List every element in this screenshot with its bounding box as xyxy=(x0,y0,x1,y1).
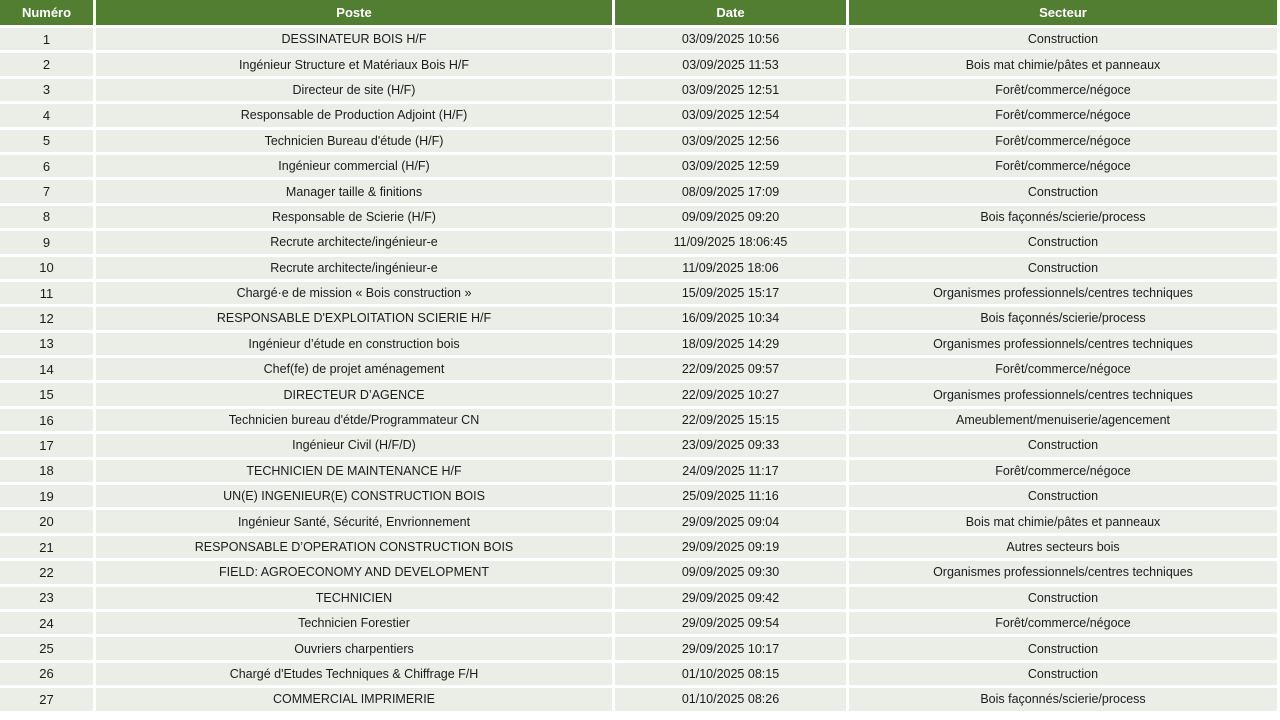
cell-poste[interactable]: UN(E) INGENIEUR(E) CONSTRUCTION BOIS xyxy=(96,485,612,507)
table-row xyxy=(0,282,1277,304)
table-row xyxy=(0,307,1277,329)
cell-secteur[interactable]: Organismes professionnels/centres techniques xyxy=(849,561,1277,583)
header-row xyxy=(0,0,1277,25)
cell-poste[interactable]: Ingénieur Structure et Matériaux Bois H/F xyxy=(96,53,612,75)
table-row xyxy=(0,130,1277,152)
cell-numero[interactable]: 6 xyxy=(0,155,93,177)
cell-date[interactable]: 22/09/2025 09:57 xyxy=(615,358,846,380)
cell-secteur[interactable]: Construction xyxy=(849,231,1277,253)
column-header-numero[interactable]: Numéro xyxy=(0,0,93,25)
cell-poste[interactable]: Ingénieur d’étude en construction bois xyxy=(96,333,612,355)
cell-secteur[interactable]: Forêt/commerce/négoce xyxy=(849,612,1277,634)
column-header-secteur[interactable]: Secteur xyxy=(849,0,1277,25)
table-body xyxy=(0,28,1277,711)
cell-numero[interactable]: 9 xyxy=(0,231,93,253)
cell-poste[interactable]: RESPONSABLE D’OPERATION CONSTRUCTION BOIS xyxy=(96,536,612,558)
cell-date[interactable]: 01/10/2025 08:15 xyxy=(615,663,846,685)
table-row xyxy=(0,206,1277,228)
cell-numero[interactable]: 15 xyxy=(0,383,93,405)
cell-numero[interactable]: 11 xyxy=(0,282,93,304)
table-row xyxy=(0,28,1277,50)
cell-secteur[interactable]: Forêt/commerce/négoce xyxy=(849,79,1277,101)
table-row xyxy=(0,460,1277,482)
cell-secteur[interactable]: Autres secteurs bois xyxy=(849,536,1277,558)
cell-numero[interactable]: 17 xyxy=(0,434,93,456)
cell-poste[interactable]: Ouvriers charpentiers xyxy=(96,637,612,659)
cell-poste[interactable]: FIELD: AGROECONOMY AND DEVELOPMENT xyxy=(96,561,612,583)
cell-secteur[interactable]: Forêt/commerce/négoce xyxy=(849,104,1277,126)
cell-numero[interactable]: 1 xyxy=(0,28,93,50)
cell-date[interactable]: 29/09/2025 09:04 xyxy=(615,510,846,532)
cell-date[interactable]: 15/09/2025 15:17 xyxy=(615,282,846,304)
cell-poste[interactable]: TECHNICIEN DE MAINTENANCE H/F xyxy=(96,460,612,482)
cell-numero[interactable]: 7 xyxy=(0,180,93,202)
cell-secteur[interactable]: Bois façonnés/scierie/process xyxy=(849,688,1277,710)
cell-poste[interactable]: Responsable de Scierie (H/F) xyxy=(96,206,612,228)
cell-secteur[interactable]: Construction xyxy=(849,28,1277,50)
cell-numero[interactable]: 13 xyxy=(0,333,93,355)
cell-numero[interactable]: 18 xyxy=(0,460,93,482)
cell-poste[interactable]: Chef(fe) de projet aménagement xyxy=(96,358,612,380)
table-row xyxy=(0,358,1277,380)
cell-secteur[interactable]: Construction xyxy=(849,663,1277,685)
cell-secteur[interactable]: Construction xyxy=(849,180,1277,202)
cell-secteur[interactable]: Organismes professionnels/centres techniques xyxy=(849,383,1277,405)
cell-poste[interactable]: Directeur de site (H/F) xyxy=(96,79,612,101)
cell-numero[interactable]: 26 xyxy=(0,663,93,685)
table-row xyxy=(0,663,1277,685)
cell-numero[interactable]: 22 xyxy=(0,561,93,583)
cell-date[interactable]: 03/09/2025 11:53 xyxy=(615,53,846,75)
cell-secteur[interactable]: Construction xyxy=(849,485,1277,507)
cell-secteur[interactable]: Construction xyxy=(849,257,1277,279)
cell-poste[interactable]: Ingénieur commercial (H/F) xyxy=(96,155,612,177)
cell-secteur[interactable]: Organismes professionnels/centres techniques xyxy=(849,333,1277,355)
cell-poste[interactable]: DIRECTEUR D’AGENCE xyxy=(96,383,612,405)
cell-numero[interactable]: 8 xyxy=(0,206,93,228)
cell-date[interactable]: 03/09/2025 12:51 xyxy=(615,79,846,101)
table-row xyxy=(0,434,1277,456)
cell-date[interactable]: 08/09/2025 17:09 xyxy=(615,180,846,202)
cell-poste[interactable]: RESPONSABLE D'EXPLOITATION SCIERIE H/F xyxy=(96,307,612,329)
cell-numero[interactable]: 14 xyxy=(0,358,93,380)
table-row xyxy=(0,409,1277,431)
column-header-poste[interactable]: Poste xyxy=(96,0,612,25)
cell-date[interactable]: 03/09/2025 10:56 xyxy=(615,28,846,50)
cell-numero[interactable]: 24 xyxy=(0,612,93,634)
cell-date[interactable]: 03/09/2025 12:54 xyxy=(615,104,846,126)
cell-secteur[interactable]: Organismes professionnels/centres techniques xyxy=(849,282,1277,304)
table-row xyxy=(0,536,1277,558)
cell-secteur[interactable]: Bois mat chimie/pâtes et panneaux xyxy=(849,510,1277,532)
cell-poste[interactable]: TECHNICIEN xyxy=(96,587,612,609)
cell-poste[interactable]: Chargé·e de mission « Bois construction » xyxy=(96,282,612,304)
table-row xyxy=(0,79,1277,101)
table-row xyxy=(0,53,1277,75)
cell-secteur[interactable]: Construction xyxy=(849,434,1277,456)
cell-date[interactable]: 22/09/2025 10:27 xyxy=(615,383,846,405)
cell-poste[interactable]: Recrute architecte/ingénieur-e xyxy=(96,231,612,253)
cell-poste[interactable]: Responsable de Production Adjoint (H/F) xyxy=(96,104,612,126)
cell-date[interactable]: 29/09/2025 09:19 xyxy=(615,536,846,558)
cell-poste[interactable]: Chargé d'Etudes Techniques & Chiffrage F/H xyxy=(96,663,612,685)
cell-secteur[interactable]: Construction xyxy=(849,587,1277,609)
table-row xyxy=(0,257,1277,279)
cell-poste[interactable]: DESSINATEUR BOIS H/F xyxy=(96,28,612,50)
table-row xyxy=(0,383,1277,405)
cell-poste[interactable]: Manager taille & finitions xyxy=(96,180,612,202)
cell-date[interactable]: 16/09/2025 10:34 xyxy=(615,307,846,329)
cell-date[interactable]: 18/09/2025 14:29 xyxy=(615,333,846,355)
table-row xyxy=(0,104,1277,126)
cell-numero[interactable]: 25 xyxy=(0,637,93,659)
table-row xyxy=(0,155,1277,177)
table-row xyxy=(0,231,1277,253)
cell-date[interactable]: 23/09/2025 09:33 xyxy=(615,434,846,456)
table-row xyxy=(0,180,1277,202)
cell-numero[interactable]: 4 xyxy=(0,104,93,126)
cell-date[interactable]: 01/10/2025 08:26 xyxy=(615,688,846,710)
cell-numero[interactable]: 21 xyxy=(0,536,93,558)
cell-date[interactable]: 09/09/2025 09:20 xyxy=(615,206,846,228)
cell-numero[interactable]: 27 xyxy=(0,688,93,710)
cell-date[interactable]: 24/09/2025 11:17 xyxy=(615,460,846,482)
cell-poste[interactable]: Technicien Bureau d'étude (H/F) xyxy=(96,130,612,152)
table-row xyxy=(0,688,1277,710)
cell-date[interactable]: 25/09/2025 11:16 xyxy=(615,485,846,507)
table-row xyxy=(0,587,1277,609)
cell-poste[interactable]: Ingénieur Santé, Sécurité, Envrionnement xyxy=(96,510,612,532)
cell-numero[interactable]: 20 xyxy=(0,510,93,532)
table-row xyxy=(0,637,1277,659)
cell-date[interactable]: 03/09/2025 12:59 xyxy=(615,155,846,177)
cell-poste[interactable]: Technicien bureau d'étde/Programmateur CN xyxy=(96,409,612,431)
cell-date[interactable]: 09/09/2025 09:30 xyxy=(615,561,846,583)
cell-poste[interactable]: Technicien Forestier xyxy=(96,612,612,634)
cell-poste[interactable]: COMMERCIAL IMPRIMERIE xyxy=(96,688,612,710)
table-row xyxy=(0,612,1277,634)
cell-poste[interactable]: Recrute architecte/ingénieur-e xyxy=(96,257,612,279)
cell-secteur[interactable]: Forêt/commerce/négoce xyxy=(849,460,1277,482)
cell-date[interactable]: 03/09/2025 12:56 xyxy=(615,130,846,152)
cell-poste[interactable]: Ingénieur Civil (H/F/D) xyxy=(96,434,612,456)
cell-date[interactable]: 29/09/2025 09:42 xyxy=(615,587,846,609)
column-header-date[interactable]: Date xyxy=(615,0,846,25)
cell-secteur[interactable]: Ameublement/menuiserie/agencement xyxy=(849,409,1277,431)
cell-secteur[interactable]: Forêt/commerce/négoce xyxy=(849,130,1277,152)
cell-numero[interactable]: 23 xyxy=(0,587,93,609)
cell-numero[interactable]: 10 xyxy=(0,257,93,279)
cell-date[interactable]: 11/09/2025 18:06:45 xyxy=(615,231,846,253)
cell-numero[interactable]: 3 xyxy=(0,79,93,101)
cell-secteur[interactable]: Construction xyxy=(849,637,1277,659)
cell-secteur[interactable]: Bois façonnés/scierie/process xyxy=(849,206,1277,228)
cell-secteur[interactable]: Forêt/commerce/négoce xyxy=(849,155,1277,177)
cell-numero[interactable]: 5 xyxy=(0,130,93,152)
cell-secteur[interactable]: Forêt/commerce/négoce xyxy=(849,358,1277,380)
cell-numero[interactable]: 12 xyxy=(0,307,93,329)
cell-numero[interactable]: 2 xyxy=(0,53,93,75)
cell-date[interactable]: 22/09/2025 15:15 xyxy=(615,409,846,431)
table-row xyxy=(0,561,1277,583)
cell-secteur[interactable]: Bois mat chimie/pâtes et panneaux xyxy=(849,53,1277,75)
table-row xyxy=(0,510,1277,532)
table-row xyxy=(0,333,1277,355)
cell-date[interactable]: 29/09/2025 10:17 xyxy=(615,637,846,659)
cell-date[interactable]: 29/09/2025 09:54 xyxy=(615,612,846,634)
table-row xyxy=(0,485,1277,507)
cell-secteur[interactable]: Bois façonnés/scierie/process xyxy=(849,307,1277,329)
cell-date[interactable]: 11/09/2025 18:06 xyxy=(615,257,846,279)
cell-numero[interactable]: 19 xyxy=(0,485,93,507)
cell-numero[interactable]: 16 xyxy=(0,409,93,431)
